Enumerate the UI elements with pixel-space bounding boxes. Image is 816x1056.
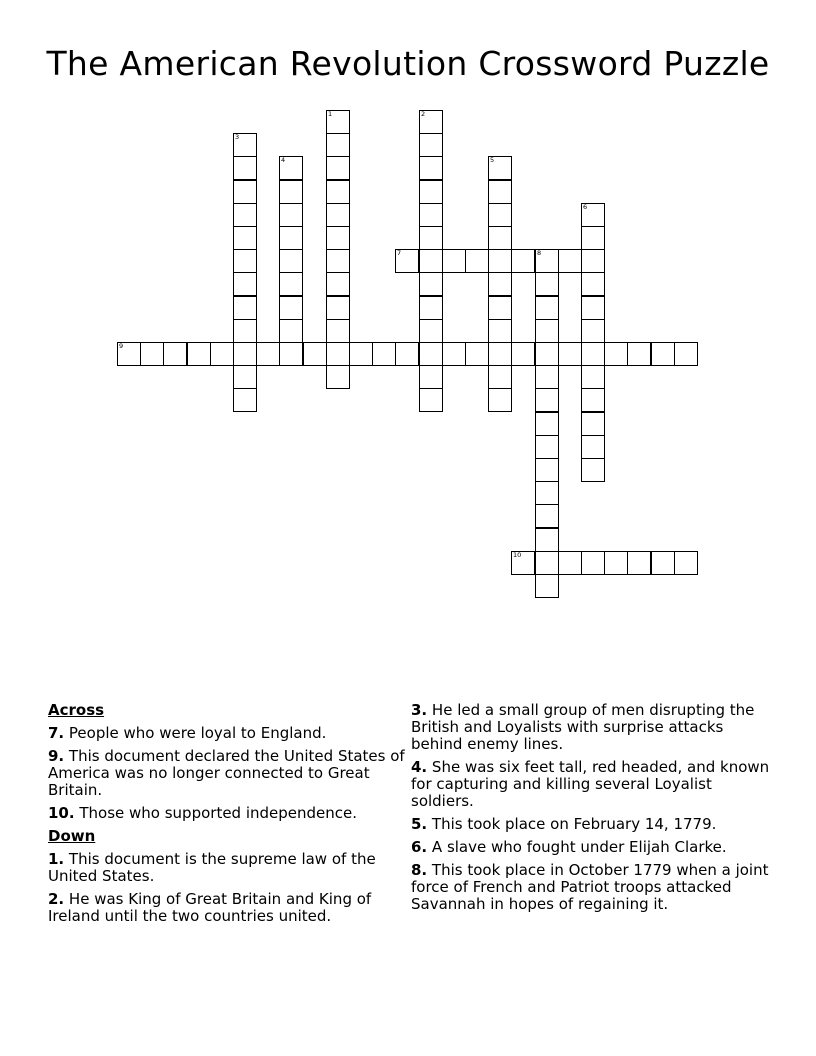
crossword-cell[interactable] (581, 342, 605, 366)
crossword-cell[interactable] (419, 133, 443, 157)
clue-down-2: 2. He was King of Great Britain and King of Ireland until the two countries united. (48, 890, 372, 925)
crossword-cell[interactable] (279, 180, 303, 204)
crossword-cell[interactable] (117, 342, 141, 366)
crossword-cell[interactable] (535, 249, 559, 273)
crossword-cell[interactable] (233, 342, 257, 366)
crossword-cell[interactable] (581, 296, 605, 320)
down-heading: Down (48, 827, 96, 845)
cell-number: 7 (397, 249, 402, 257)
crossword-cell[interactable] (233, 388, 257, 412)
crossword-cell[interactable] (581, 249, 605, 273)
crossword-cell[interactable] (326, 249, 350, 273)
crossword-cell[interactable] (303, 342, 327, 366)
clues-right-column (411, 702, 776, 919)
crossword-cell[interactable] (581, 388, 605, 412)
crossword-cell[interactable] (419, 203, 443, 227)
crossword-cell[interactable] (581, 272, 605, 296)
crossword-cell[interactable] (674, 342, 698, 366)
clue-down-8: 8. This took place in October 1779 when a joint force of French and Patriot troops attacked Savannah in hopes of regaining it. (411, 861, 769, 913)
cell-number: 4 (281, 156, 286, 164)
crossword-cell[interactable] (326, 110, 350, 134)
clue-down-3: 3. He led a small group of men disrupting the British and Loyalists with surprise attacks behind enemy lines. (411, 701, 755, 753)
crossword-cell[interactable] (535, 296, 559, 320)
crossword-cell[interactable] (419, 180, 443, 204)
crossword-cell[interactable] (465, 249, 489, 273)
crossword-cell[interactable] (326, 342, 350, 366)
crossword-cell[interactable] (488, 388, 512, 412)
crossword-cell[interactable] (488, 226, 512, 250)
cell-number: 9 (119, 342, 124, 350)
crossword-cell[interactable] (488, 203, 512, 227)
crossword-cell[interactable] (233, 180, 257, 204)
crossword-cell[interactable] (279, 272, 303, 296)
clue-across-7: 7. People who were loyal to England. (48, 724, 327, 742)
crossword-cell[interactable] (465, 342, 489, 366)
crossword-cell[interactable] (535, 412, 559, 436)
crossword-cell[interactable] (535, 272, 559, 296)
crossword-cell[interactable] (279, 296, 303, 320)
crossword-cell[interactable] (233, 249, 257, 273)
crossword-cell[interactable] (187, 342, 211, 366)
crossword-cell[interactable] (558, 342, 582, 366)
crossword-cell[interactable] (535, 458, 559, 482)
crossword-cell[interactable] (326, 272, 350, 296)
crossword-cell[interactable] (233, 203, 257, 227)
cell-number: 5 (490, 156, 495, 164)
crossword-cell[interactable] (233, 319, 257, 343)
across-heading: Across (48, 701, 105, 719)
crossword-cell[interactable] (163, 342, 187, 366)
crossword-cell[interactable] (581, 319, 605, 343)
crossword-cell[interactable] (581, 203, 605, 227)
crossword-cell[interactable] (326, 180, 350, 204)
puzzle-title: The American Revolution Crossword Puzzle (46, 44, 770, 83)
clues-left-column (48, 702, 408, 931)
cell-number: 10 (513, 551, 522, 559)
crossword-cell[interactable] (627, 342, 651, 366)
crossword-cell[interactable] (535, 435, 559, 459)
crossword-cell[interactable] (419, 226, 443, 250)
crossword-cell[interactable] (581, 458, 605, 482)
crossword-cell[interactable] (419, 249, 443, 273)
crossword-cell[interactable] (442, 249, 466, 273)
crossword-cell[interactable] (326, 296, 350, 320)
crossword-cell[interactable] (419, 388, 443, 412)
clue-down-5: 5. This took place on February 14, 1779. (411, 815, 717, 833)
crossword-cell[interactable] (279, 319, 303, 343)
crossword-cell[interactable] (535, 342, 559, 366)
crossword-cell[interactable] (279, 156, 303, 180)
crossword-cell[interactable] (279, 226, 303, 250)
crossword-cell[interactable] (651, 551, 675, 575)
crossword-cell[interactable] (627, 551, 651, 575)
clue-down-1: 1. This document is the supreme law of the United States. (48, 850, 376, 885)
crossword-cell[interactable] (256, 342, 280, 366)
crossword-cell[interactable] (581, 551, 605, 575)
clue-across-9: 9. This document declared the United States of America was no longer connected to Great Britain. (48, 747, 405, 799)
clue-across-10: 10. Those who supported independence. (48, 804, 358, 822)
crossword-cell[interactable] (419, 319, 443, 343)
crossword-cell[interactable] (488, 272, 512, 296)
crossword-cell[interactable] (419, 365, 443, 389)
crossword-cell[interactable] (488, 296, 512, 320)
crossword-cell[interactable] (535, 481, 559, 505)
crossword-cell[interactable] (419, 296, 443, 320)
crossword-cell[interactable] (604, 342, 628, 366)
crossword-cell[interactable] (674, 551, 698, 575)
crossword-cell[interactable] (419, 272, 443, 296)
crossword-cell[interactable] (651, 342, 675, 366)
crossword-cell[interactable] (233, 365, 257, 389)
crossword-cell[interactable] (279, 203, 303, 227)
crossword-cell[interactable] (326, 226, 350, 250)
cell-number: 8 (537, 249, 542, 257)
crossword-cell[interactable] (535, 504, 559, 528)
crossword-cell[interactable] (558, 249, 582, 273)
crossword-cell[interactable] (488, 249, 512, 273)
crossword-cell[interactable] (395, 249, 419, 273)
crossword-cell[interactable] (488, 342, 512, 366)
crossword-cell[interactable] (326, 365, 350, 389)
crossword-cell[interactable] (535, 551, 559, 575)
crossword-cell[interactable] (326, 156, 350, 180)
crossword-cell[interactable] (535, 365, 559, 389)
crossword-cell[interactable] (233, 296, 257, 320)
crossword-cell[interactable] (326, 133, 350, 157)
crossword-cell[interactable] (581, 226, 605, 250)
crossword-cell[interactable] (279, 342, 303, 366)
clue-down-4: 4. She was six feet tall, red headed, and known for capturing and killing several Loyalist soldiers. (411, 758, 770, 810)
crossword-cell[interactable] (535, 319, 559, 343)
crossword-cell[interactable] (511, 551, 535, 575)
crossword-cell[interactable] (233, 156, 257, 180)
crossword-cell[interactable] (279, 249, 303, 273)
crossword-cell[interactable] (233, 226, 257, 250)
crossword-cell[interactable] (511, 342, 535, 366)
crossword-cell[interactable] (535, 388, 559, 412)
crossword-cell[interactable] (581, 365, 605, 389)
crossword-cell[interactable] (233, 133, 257, 157)
clue-down-6: 6. A slave who fought under Elijah Clarke. (411, 838, 727, 856)
cell-number: 6 (583, 203, 588, 211)
crossword-cell[interactable] (604, 551, 628, 575)
cell-number: 2 (421, 110, 426, 118)
crossword-cell[interactable] (488, 156, 512, 180)
crossword-cell[interactable] (326, 203, 350, 227)
crossword-cell[interactable] (210, 342, 234, 366)
crossword-cell[interactable] (488, 319, 512, 343)
crossword-cell[interactable] (419, 156, 443, 180)
crossword-cell[interactable] (488, 180, 512, 204)
crossword-cell[interactable] (581, 412, 605, 436)
crossword-cell[interactable] (395, 342, 419, 366)
crossword-cell[interactable] (558, 551, 582, 575)
crossword-cell[interactable] (326, 319, 350, 343)
crossword-cell[interactable] (442, 342, 466, 366)
crossword-cell[interactable] (419, 110, 443, 134)
crossword-cell[interactable] (535, 528, 559, 552)
crossword-cell[interactable] (233, 272, 257, 296)
cell-number: 1 (328, 110, 333, 118)
crossword-cell[interactable] (372, 342, 396, 366)
crossword-cell[interactable] (349, 342, 373, 366)
crossword-cell[interactable] (581, 435, 605, 459)
cell-number: 3 (235, 133, 240, 141)
crossword-cell[interactable] (488, 365, 512, 389)
crossword-cell[interactable] (140, 342, 164, 366)
crossword-cell[interactable] (419, 342, 443, 366)
crossword-cell[interactable] (535, 574, 559, 598)
crossword-cell[interactable] (511, 249, 535, 273)
